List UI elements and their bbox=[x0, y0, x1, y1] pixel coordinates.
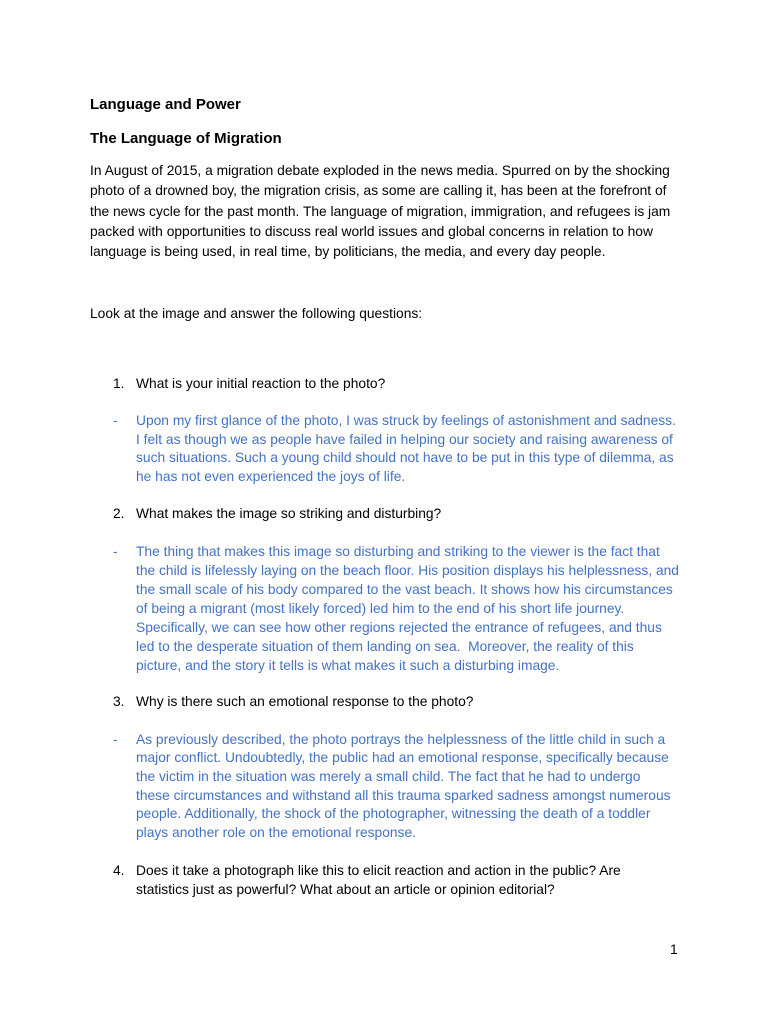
answer-item bbox=[113, 731, 713, 843]
answer-item bbox=[113, 412, 713, 487]
intro-line: language is being used, in real time, by politicians, the media, and every day people. bbox=[90, 244, 606, 259]
answer-line: led to the desperate situation of them landing on sea. Moreover, the reality of this bbox=[136, 638, 634, 654]
answer-line: major conflict. Undoubtedly, the public had an emotional response, specifically because bbox=[136, 750, 669, 766]
question-number: 2. bbox=[113, 506, 125, 521]
question-item bbox=[113, 693, 713, 712]
intro-line: In August of 2015, a migration debate exploded in the news media. Spurred on by the shocking bbox=[90, 163, 670, 178]
question-body bbox=[136, 693, 713, 712]
question-text: Does it take a photograph like this to elicit reaction and action in the public? Are bbox=[136, 863, 621, 878]
question-item bbox=[113, 375, 713, 394]
document-title: Language and Power bbox=[90, 96, 241, 113]
answer-line: plays another role on the emotional response. bbox=[136, 824, 416, 840]
answer-line: the victim in the situation was merely a small child. The fact that he had to undergo bbox=[136, 768, 641, 784]
answer-line: The thing that makes this image so disturbing and striking to the viewer is the fact that bbox=[136, 543, 660, 559]
answer-line: people. Additionally, the shock of the photographer, witnessing the death of a toddler bbox=[136, 806, 651, 822]
answer-line: I felt as though we as people have failed in helping our society and raising awareness of bbox=[136, 431, 673, 447]
intro-line: the news cycle for the past month. The language of migration, immigration, and refugees is jam bbox=[90, 203, 671, 219]
page-number: 1 bbox=[670, 942, 678, 957]
instruction-text: Look at the image and answer the following questions: bbox=[90, 306, 423, 321]
question-text: statistics just as powerful? What about an article or opinion editorial? bbox=[136, 881, 555, 897]
intro-line: photo of a drowned boy, the migration crisis, as some are calling it, has been at the forefront of bbox=[90, 183, 667, 199]
question-body bbox=[136, 505, 713, 524]
intro-line: packed with opportunities to discuss real world issues and global concerns in relation to how bbox=[90, 223, 653, 239]
question-body bbox=[136, 375, 713, 394]
answer-bullet: - bbox=[113, 413, 118, 428]
question-text: What makes the image so striking and disturbing? bbox=[136, 506, 442, 521]
question-text: What is your initial reaction to the photo? bbox=[136, 376, 386, 391]
answer-line: picture, and the story it tells is what makes it such a disturbing image. bbox=[136, 657, 560, 673]
section-title: The Language of Migration bbox=[90, 130, 282, 147]
question-number: 3. bbox=[113, 694, 125, 709]
question-item bbox=[113, 862, 713, 899]
answer-line: he has not even experienced the joys of life. bbox=[136, 469, 406, 485]
answer-body bbox=[136, 542, 713, 675]
answer-body bbox=[136, 731, 713, 843]
answer-bullet: - bbox=[113, 731, 118, 747]
intro-paragraph bbox=[90, 161, 670, 262]
answer-line: these circumstances and withstand all this trauma sparked sadness amongst numerous bbox=[136, 787, 671, 803]
question-body bbox=[136, 862, 713, 899]
answer-line: As previously described, the photo portrays the helplessness of the little child in such a bbox=[136, 731, 666, 747]
answer-line: such situations. Such a young child should not have to be put in this type of dilemma, as bbox=[136, 450, 674, 466]
question-number: 4. bbox=[113, 863, 125, 878]
answer-line: the small scale of his body compared to the vast beach. It shows how his circumstances bbox=[136, 581, 673, 597]
answer-line: Upon my first glance of the photo, I was struck by feelings of astonishment and sadness. bbox=[136, 413, 676, 428]
question-number: 1. bbox=[113, 376, 125, 391]
question-text: Why is there such an emotional response to the photo? bbox=[136, 694, 474, 709]
answer-line: Specifically, we can see how other regions rejected the entrance of refugees, and thus bbox=[136, 619, 662, 635]
answer-line: of being a migrant (most likely forced) led him to the end of his short life journey. bbox=[136, 600, 625, 616]
answer-item bbox=[113, 542, 713, 675]
question-item bbox=[113, 505, 713, 524]
answer-body bbox=[136, 412, 713, 487]
answer-line: the child is lifelessly laying on the beach floor. His position displays his helplessness, and bbox=[136, 562, 679, 578]
answer-bullet: - bbox=[113, 543, 118, 559]
